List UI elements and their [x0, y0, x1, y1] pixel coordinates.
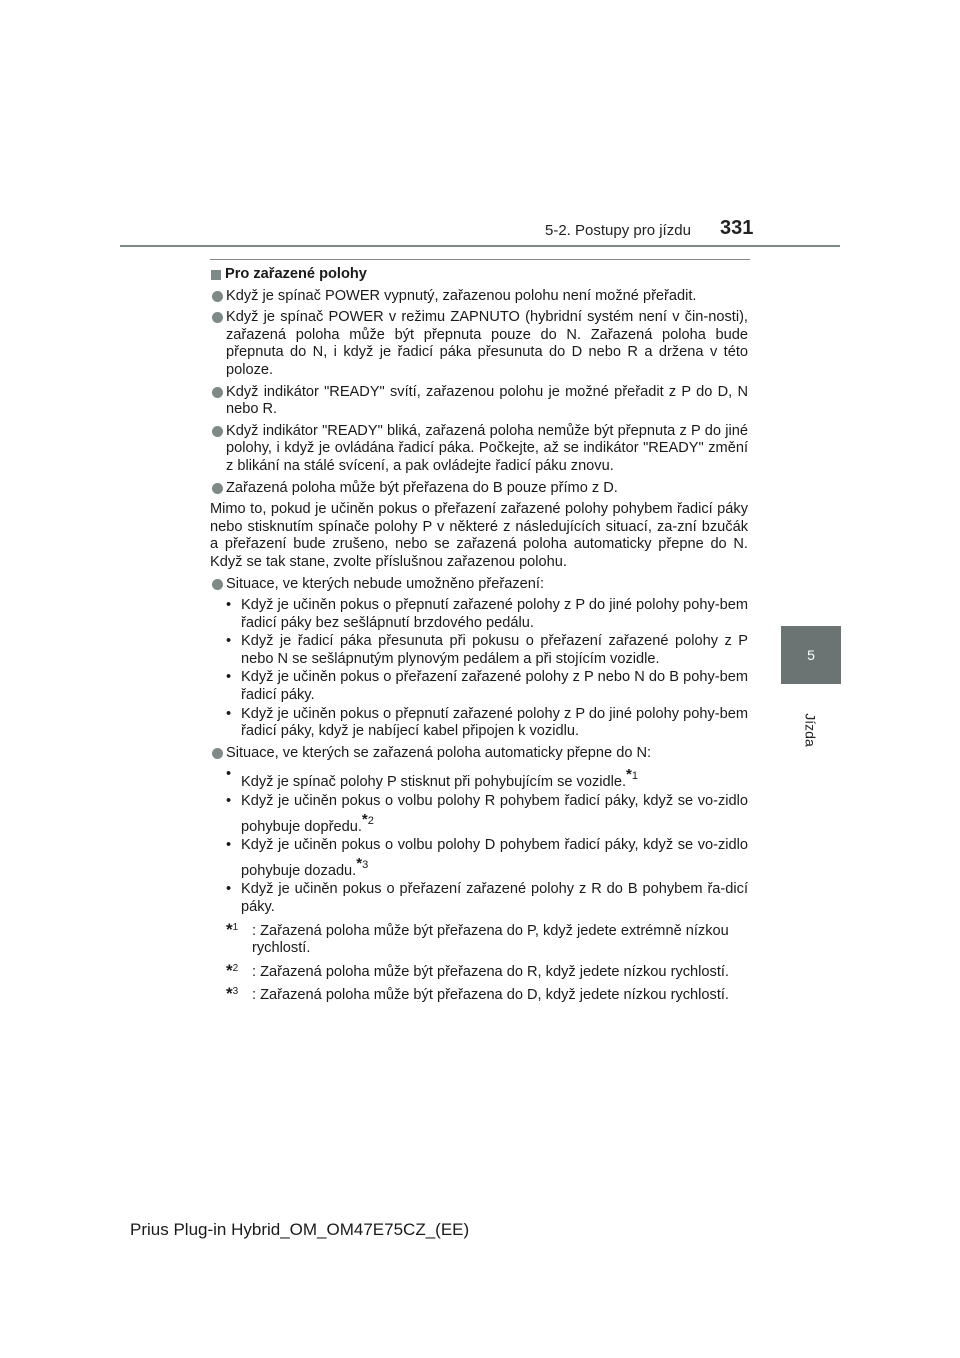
- list-item: [210, 480, 748, 498]
- sub-list-item-text: Když je učiněn pokus o přepnutí zařazené polohy z P do jiné polohy pohy-bem řadicí páky bez sešlápnutí brzdového pedálu.: [241, 597, 748, 631]
- footnote-reference: *2: [361, 810, 374, 828]
- sub-list-item-text: Když je učiněn pokus o přeřazení zařazené polohy z P nebo N do B pohy-bem řadicí páky.: [241, 669, 748, 704]
- footnote-text: : Zařazená poloha může být přeřazena do R, když jedete nízkou rychlostí.: [252, 963, 729, 980]
- circle-bullet-icon: [212, 291, 223, 302]
- circle-bullet-icon: [212, 426, 223, 437]
- sub-bullet: •: [226, 597, 232, 614]
- list-item: [210, 288, 748, 306]
- sub-list-item-text: Když je spínač polohy P stisknut při pohybujícím se vozidle.: [241, 774, 627, 791]
- list-item-text: Situace, ve kterých se zařazená poloha automaticky přepne do N:: [226, 744, 652, 761]
- list-item-text: Když je spínač POWER vypnutý, zařazenou polohu není možné přeřadit.: [226, 287, 697, 304]
- sub-list-item: [210, 633, 748, 668]
- footnote-text: : Zařazená poloha může být přeřazena do D, když jedete nízkou rychlostí.: [252, 987, 729, 1004]
- list-item: [210, 745, 748, 763]
- footnote: [210, 984, 748, 1005]
- chapter-label: Jízda: [803, 713, 819, 747]
- footnote-marker: *$^3$: [226, 984, 239, 1004]
- sub-list-item: [210, 706, 748, 741]
- sub-list-item: [210, 766, 748, 792]
- footnote-reference: *1: [626, 766, 639, 784]
- circle-bullet-icon: [212, 312, 223, 323]
- list-item-text: Zařazená poloha může být přeřazena do B pouze přímo z D.: [226, 479, 618, 496]
- list-item-text: Situace, ve kterých nebude umožněno přeřazení:: [226, 575, 545, 592]
- list-item: [210, 309, 748, 379]
- footnote-reference: *3: [356, 854, 369, 872]
- sub-list-item-text: Když je učiněn pokus o přepnutí zařazené polohy z P do jiné polohy pohy-bem řadicí páky, když je nabíjecí kabel připojen k vozidlu.: [241, 705, 748, 740]
- sub-bullet: •: [226, 837, 232, 854]
- square-bullet-icon: [211, 270, 221, 280]
- list-item-text: Když indikátor "READY" svítí, zařazenou polohu je možné přeřadit z P do D, N nebo R.: [226, 383, 748, 418]
- footnote: [210, 960, 748, 982]
- sub-list-item-text: Když je řadicí páka přesunuta při pokusu o přeřazení zařazené polohy z P nebo N se sešlápnutým plynovým pedálem a při stojícím vozidle.: [241, 633, 748, 667]
- sub-list-item: [210, 881, 748, 916]
- sub-list-item-text: Když je učiněn pokus o volbu polohy R pohybem řadicí páky, když se vo-zidlo pohybuje dopředu.: [241, 793, 748, 835]
- circle-bullet-icon: [212, 748, 223, 759]
- list-item-text: Když indikátor "READY" bliká, zařazená poloha nemůže být přepnuta z P do jiné polohy, i když je ovládána řadicí páka. Počkejte, až se indikátor "READY" změní z blikání na stálé svícení, a pak ovládejte řadicí páku znovu.: [226, 422, 748, 474]
- sub-list-item: [210, 793, 748, 836]
- chapter-number: 5: [807, 647, 815, 663]
- list-item: [210, 423, 748, 476]
- footnote: [210, 919, 748, 958]
- list-item-text: Když je spínač POWER v režimu ZAPNUTO (hybridní systém není v čin-nosti), zařazená poloha může být přepnuta pouze do N. Zařazená poloha bude přepnuta do N, i když je řadicí páka přesunuta do D nebo R a držena v této poloze.: [226, 309, 748, 378]
- page-number: 331: [720, 217, 754, 239]
- section-heading: [210, 266, 748, 284]
- sub-bullet: •: [226, 669, 232, 686]
- footnote-text: : Zařazená poloha může být přeřazena do P, když jedete extrémně nízkou rychlostí.: [252, 922, 729, 957]
- circle-bullet-icon: [212, 579, 223, 590]
- header-divider: [120, 245, 840, 247]
- body-paragraph: Mimo to, pokud je učiněn pokus o přeřazení zařazené polohy pohybem řadicí páky nebo stisknutím spínače polohy P v některé z následujících situací, za-zní bzučák a přeřazení bude zrušeno, nebo se zařazená poloha automaticky přepne do N. Když se tak stane, zvolte příslušnou zařazenou polohu.: [210, 501, 748, 570]
- footnote-marker: *$^2$: [226, 960, 239, 980]
- heading-text: Pro zařazené polohy: [225, 266, 367, 282]
- chapter-side-label: [781, 700, 841, 760]
- sub-bullet: •: [226, 881, 232, 898]
- sub-bullet: •: [226, 766, 232, 783]
- list-item: [210, 384, 748, 419]
- circle-bullet-icon: [212, 387, 223, 398]
- header-section-title: 5-2. Postupy pro jízdu: [545, 222, 691, 239]
- chapter-tab: [781, 626, 841, 684]
- sub-list-item: [210, 597, 748, 632]
- sub-bullet: •: [226, 633, 232, 650]
- footnote-marker: *$^1$: [226, 919, 239, 939]
- sub-list-item-text: Když je učiněn pokus o přeřazení zařazené polohy z R do B pohybem řa-dicí páky.: [241, 881, 748, 915]
- sub-list-item: [210, 837, 748, 880]
- sub-list-item: [210, 669, 748, 704]
- document-footer: Prius Plug-in Hybrid_OM_OM47E75CZ_(EE): [130, 1220, 470, 1239]
- circle-bullet-icon: [212, 483, 223, 494]
- main-content: [210, 266, 748, 1011]
- list-item: [210, 576, 748, 594]
- sub-bullet: •: [226, 793, 232, 810]
- content-divider: [210, 259, 750, 260]
- sub-bullet: •: [226, 705, 232, 722]
- sub-list-item-text: Když je učiněn pokus o volbu polohy D pohybem řadicí páky, když se vo-zidlo pohybuje dozadu.: [241, 837, 748, 879]
